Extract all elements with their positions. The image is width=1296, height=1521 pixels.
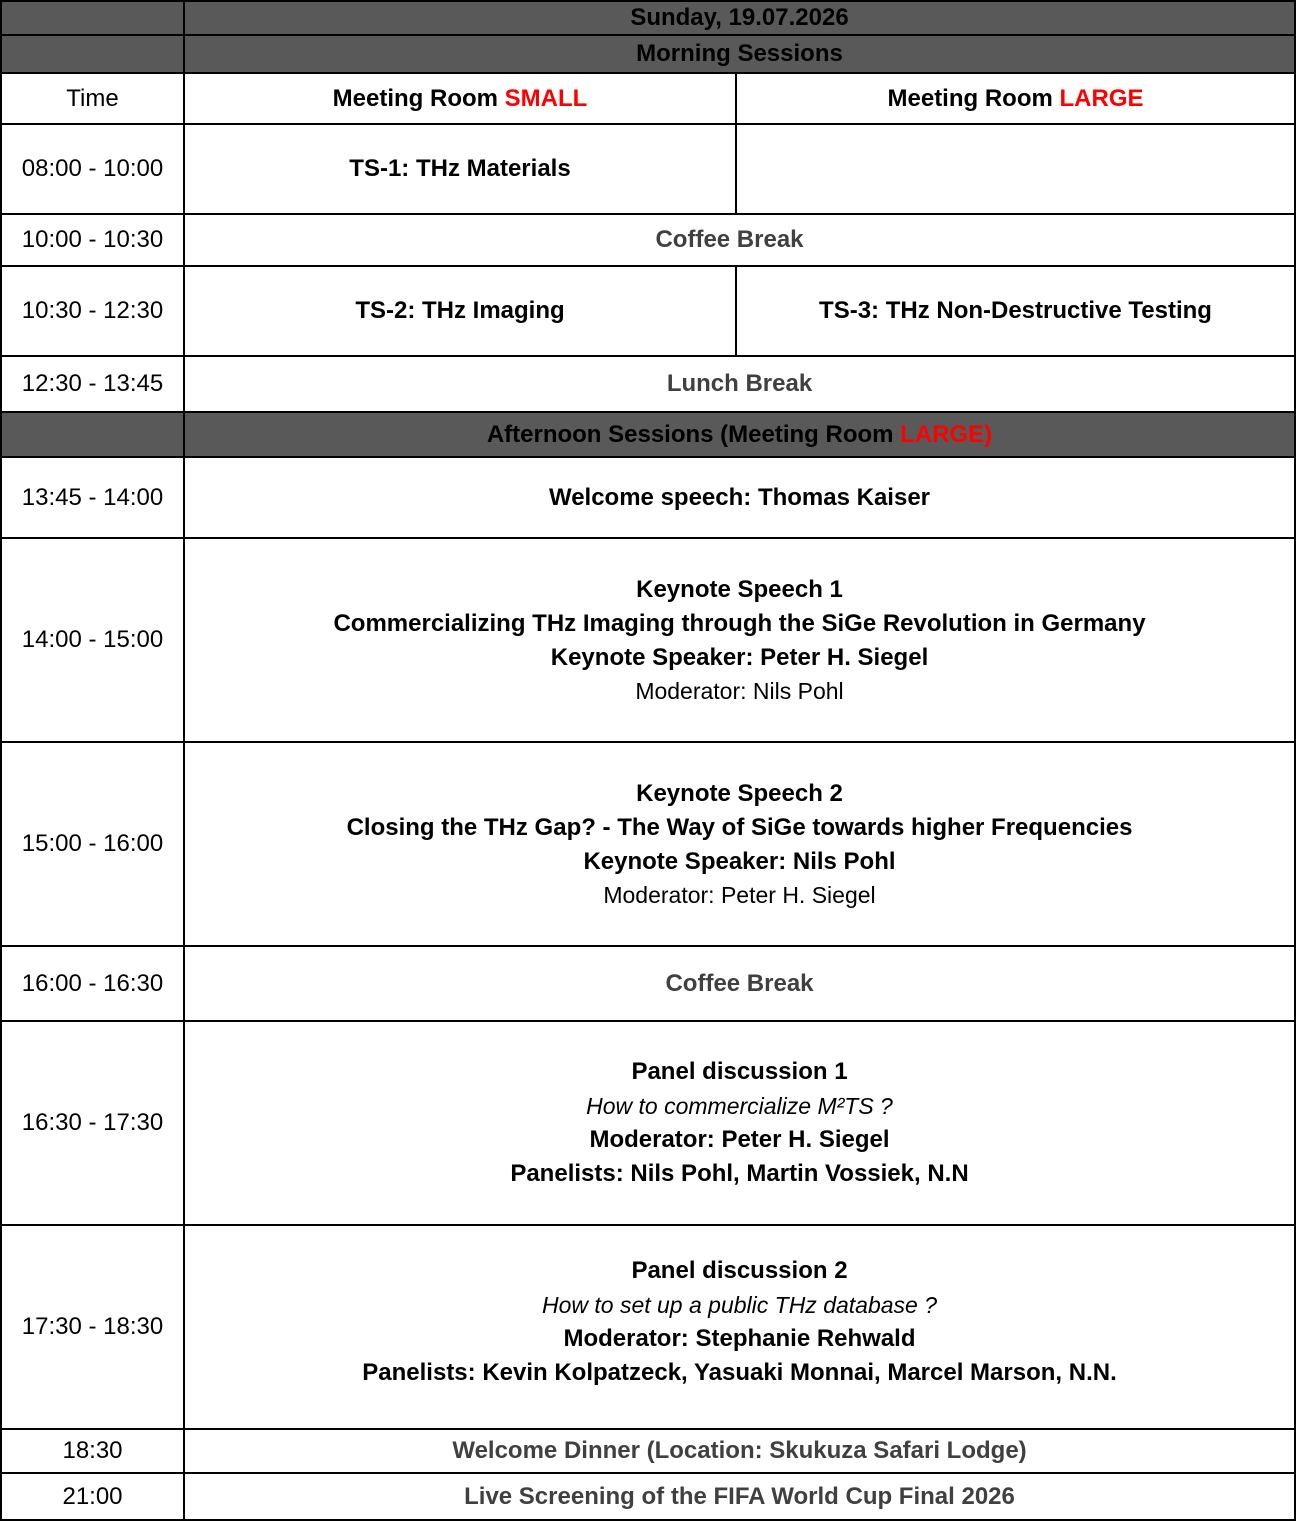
keynote2-row	[2, 743, 1294, 947]
panel2-moderator: Moderator: Stephanie Rehwald	[563, 1325, 916, 1352]
room-large-name: LARGE	[1059, 84, 1144, 112]
time-cell: 16:30 - 17:30	[2, 1022, 185, 1224]
session-row-ts1	[2, 125, 1294, 215]
keynote1-title: Keynote Speech 1	[636, 576, 843, 603]
keynote2-title: Keynote Speech 2	[636, 780, 843, 807]
room-small-prefix: Meeting Room	[332, 84, 505, 112]
header-corner-cell	[2, 2, 185, 34]
screening-label: Live Screening of the FIFA World Cup Final 2026	[464, 1482, 1015, 1510]
header-corner-cell	[2, 36, 185, 72]
session-large-empty	[737, 125, 1294, 213]
screening-row	[2, 1474, 1294, 1519]
time-cell: 14:00 - 15:00	[2, 539, 185, 741]
welcome-row	[2, 458, 1294, 539]
panel2-panelists: Panelists: Kevin Kolpatzeck, Yasuaki Monnai, Marcel Marson, N.N.	[362, 1359, 1117, 1386]
panel2-title: Panel discussion 2	[631, 1257, 848, 1284]
time-cell: 17:30 - 18:30	[2, 1226, 185, 1428]
coffee-break-label: Coffee Break	[655, 226, 804, 253]
header-corner-cell	[2, 413, 185, 456]
keynote2-moderator: Moderator: Peter H. Siegel	[603, 882, 876, 908]
time-column-header: Time	[2, 74, 185, 123]
panel1-panelists: Panelists: Nils Pohl, Martin Vossiek, N.N	[510, 1160, 969, 1187]
morning-header-row	[2, 36, 1294, 74]
time-cell: 16:00 - 16:30	[2, 947, 185, 1020]
room-small-name: SMALL	[504, 84, 588, 112]
keynote1-cell	[185, 539, 1294, 741]
time-cell: 10:30 - 12:30	[2, 267, 185, 355]
time-cell: 15:00 - 16:00	[2, 743, 185, 945]
afternoon-header-room: LARGE)	[900, 420, 993, 448]
afternoon-header-prefix: Afternoon Sessions (Meeting Room	[486, 420, 901, 448]
room-large-prefix: Meeting Room	[887, 84, 1060, 112]
time-cell: 21:00	[2, 1474, 185, 1519]
time-cell: 10:00 - 10:30	[2, 215, 185, 265]
session-row-ts2-ts3	[2, 267, 1294, 357]
room-small-header	[185, 74, 737, 123]
keynote1-topic: Commercializing THz Imaging through the SiGe Revolution in Germany	[333, 610, 1146, 637]
session-ts1: TS-1: THz Materials	[185, 125, 737, 213]
panel1-title: Panel discussion 1	[631, 1058, 848, 1085]
date-header-row	[2, 2, 1294, 36]
keynote1-row	[2, 539, 1294, 743]
panel2-question: How to set up a public THz database ?	[541, 1292, 938, 1318]
afternoon-header	[185, 413, 1294, 456]
keynote1-moderator: Moderator: Nils Pohl	[635, 678, 844, 704]
panel1-row	[2, 1022, 1294, 1226]
lunch-break-label: Lunch Break	[666, 370, 813, 397]
keynote2-topic: Closing the THz Gap? - The Way of SiGe towards higher Frequencies	[346, 814, 1133, 841]
panel2-row	[2, 1226, 1294, 1430]
session-ts3: TS-3: THz Non-Destructive Testing	[819, 297, 1212, 324]
time-cell: 12:30 - 13:45	[2, 357, 185, 411]
panel1-cell	[185, 1022, 1294, 1224]
keynote1-speaker: Keynote Speaker: Peter H. Siegel	[550, 644, 929, 671]
welcome-speech: Welcome speech: Thomas Kaiser	[548, 483, 931, 511]
panel2-cell	[185, 1226, 1294, 1428]
room-large-header	[737, 74, 1294, 123]
rooms-header-row	[2, 74, 1294, 125]
afternoon-header-row	[2, 413, 1294, 458]
time-cell: 08:00 - 10:00	[2, 125, 185, 213]
date-header: Sunday, 19.07.2026	[630, 4, 849, 31]
time-cell: 13:45 - 14:00	[2, 458, 185, 537]
coffee-break2-row	[2, 947, 1294, 1022]
keynote2-cell	[185, 743, 1294, 945]
coffee-break-row	[2, 215, 1294, 267]
coffee-break2-label: Coffee Break	[665, 969, 814, 997]
panel1-moderator: Moderator: Peter H. Siegel	[589, 1126, 890, 1153]
dinner-row	[2, 1430, 1294, 1474]
dinner-label: Welcome Dinner (Location: Skukuza Safari Lodge)	[452, 1437, 1027, 1464]
morning-header: Morning Sessions	[636, 40, 843, 67]
time-cell: 18:30	[2, 1430, 185, 1472]
keynote2-speaker: Keynote Speaker: Nils Pohl	[583, 848, 896, 875]
lunch-break-row	[2, 357, 1294, 413]
session-ts2: TS-2: THz Imaging	[185, 267, 737, 355]
panel1-question: How to commercialize M²TS ?	[586, 1093, 893, 1119]
